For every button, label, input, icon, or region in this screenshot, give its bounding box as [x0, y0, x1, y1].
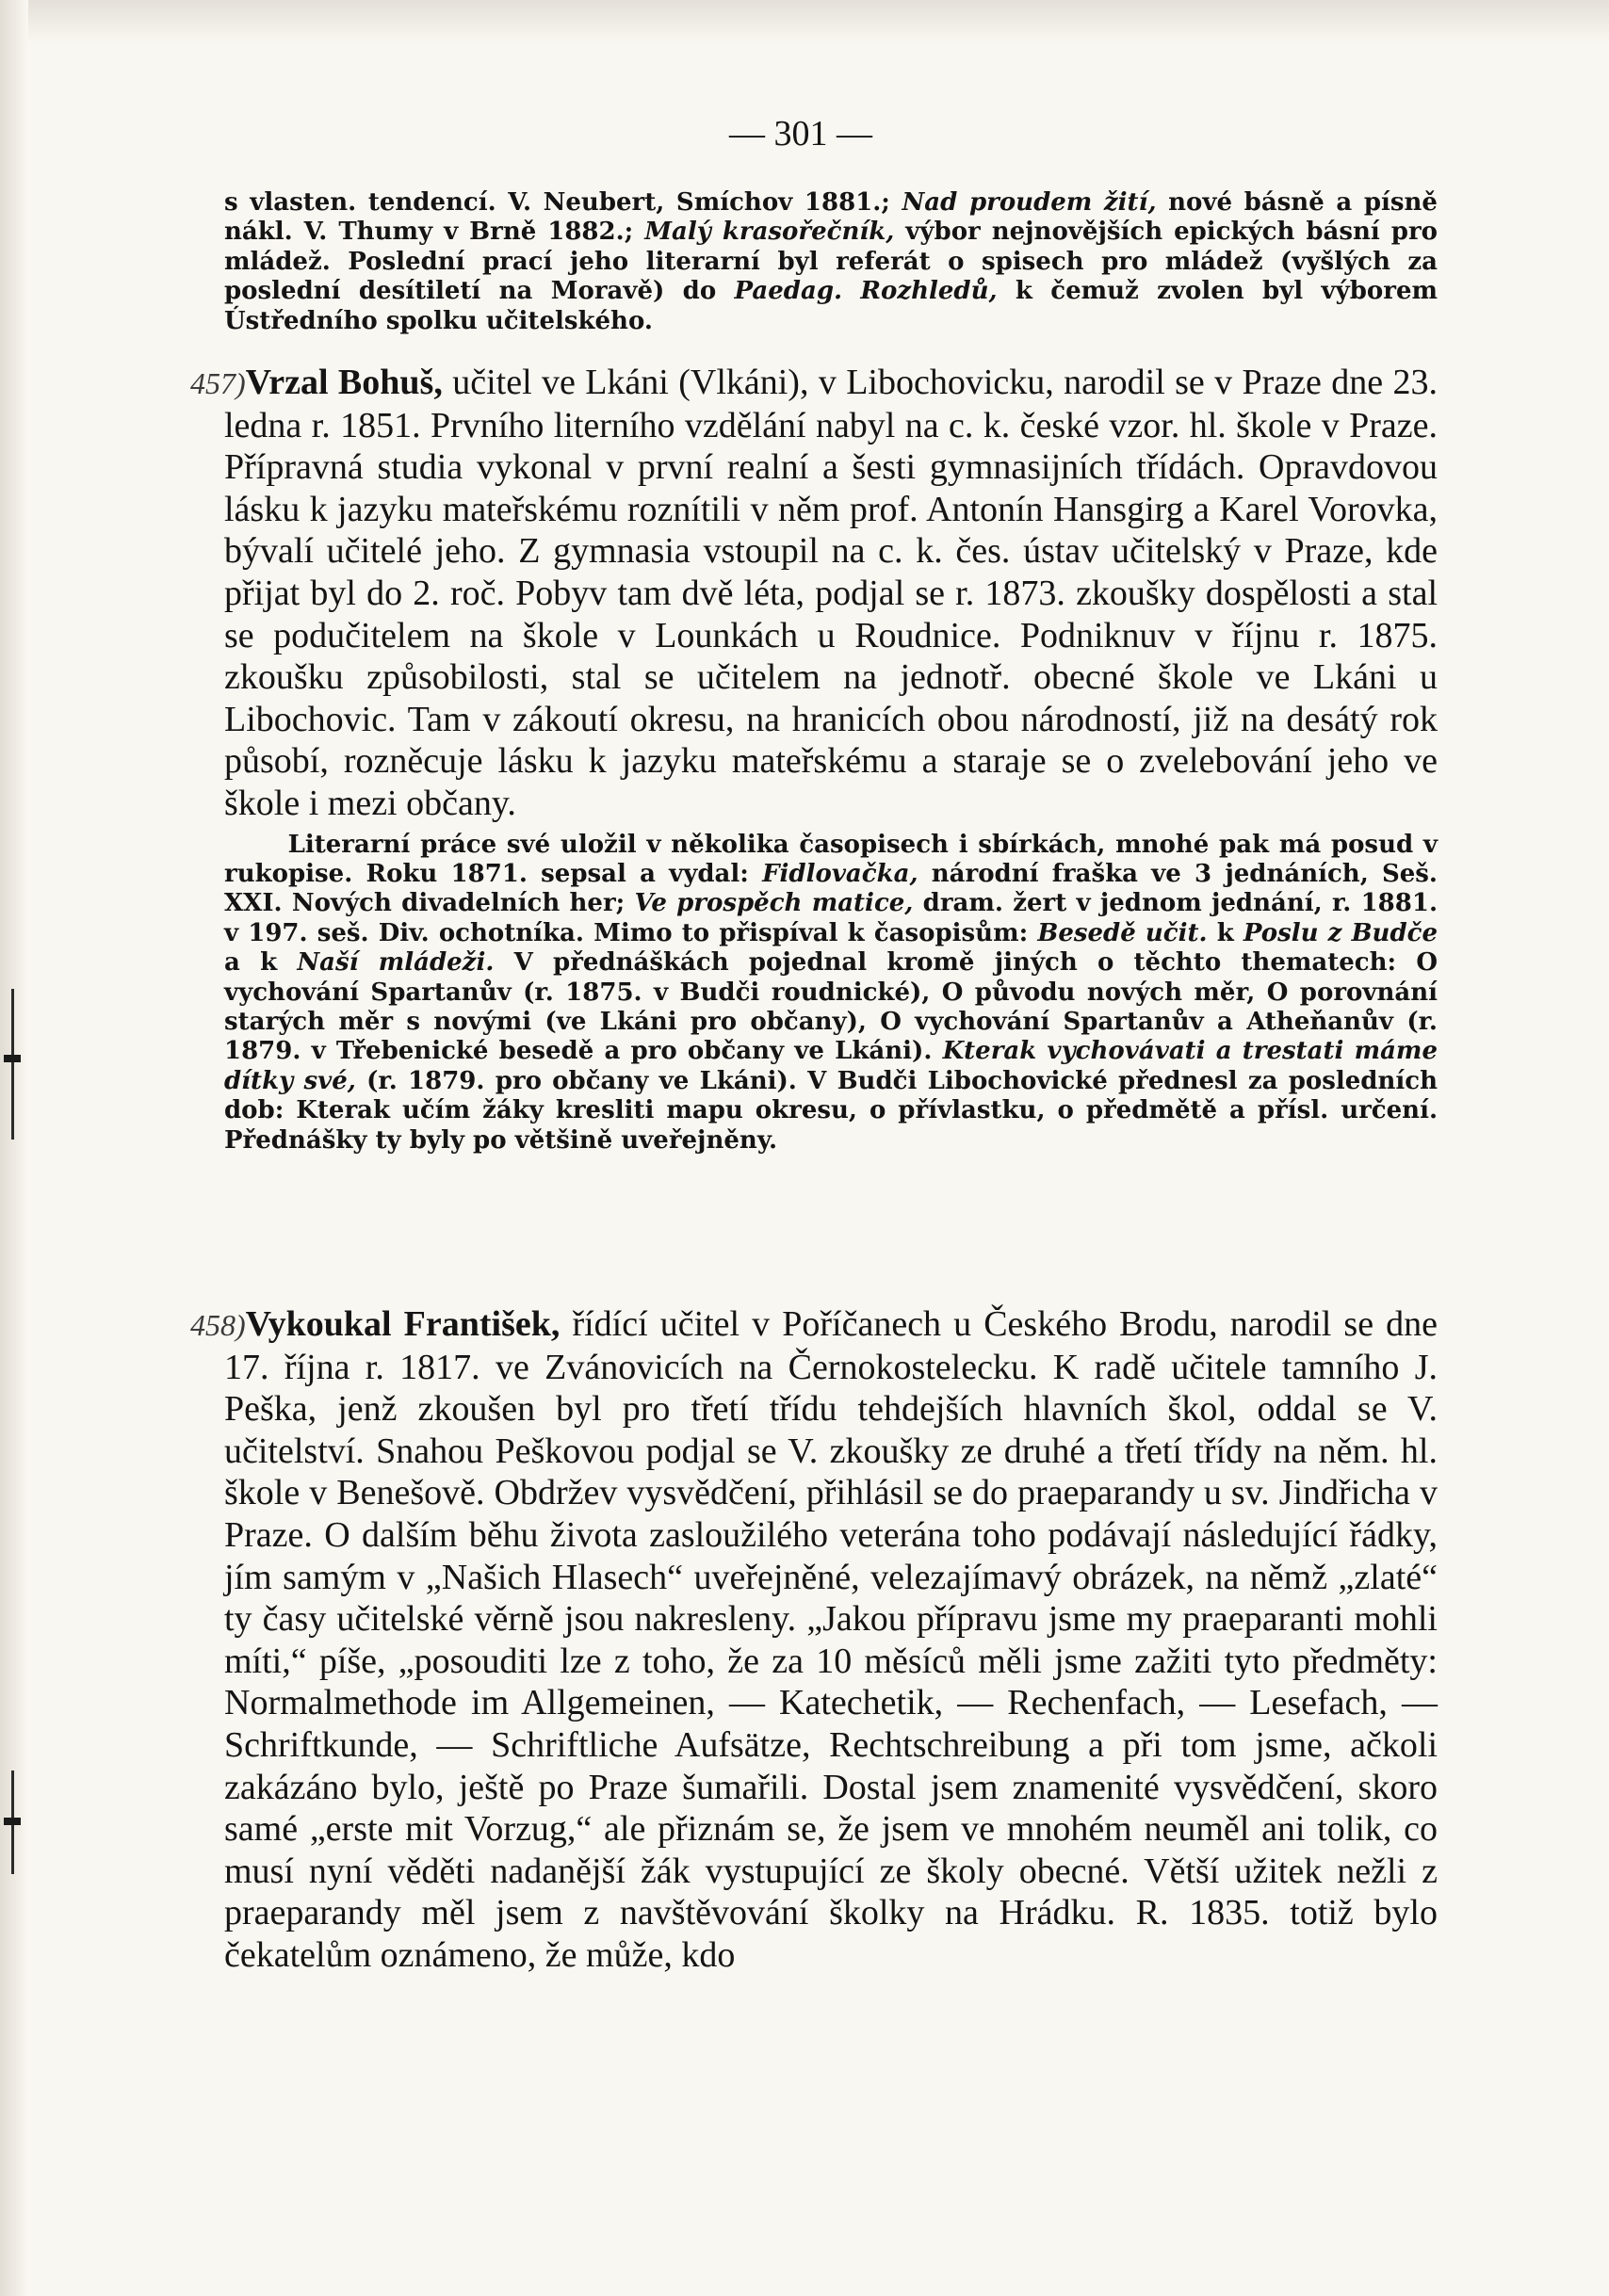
entry-number: 458)	[190, 1308, 246, 1342]
text-run: národní fraška ve 3 jednáních, Seš. XXI. Nových divadelních her;	[224, 859, 1438, 918]
entry-biography	[190, 362, 1438, 825]
work-title: Fidlovačka,	[762, 859, 918, 888]
work-title: Paedag. Rozhledů,	[734, 277, 998, 306]
text-run: (r. 1879. pro občany ve Lkáni). V Budči Libochovické přednesl za posledních dob: Kterak učím žáky kresliti mapu okresu, o přívlastku, o předmětě a přísl. určení. Přednášky ty byly po většině uveřejněny.	[224, 1066, 1438, 1155]
text-run: Literarní práce své uložil v několika časopisech i sbírkách, mnohé pak má posud v rukopise. Roku 1871. sepsal a vydal:	[224, 830, 1438, 888]
text-run: V přednáškách pojednal kromě jiných o těchto thematech: O vychování Spartanův (r. 1875. v Budči roudnické), O původu nových měr, O porovnání starých měr s novými (ve Lkáni pro občany), O vychování Spartanův a Atheňanův (r. 1879. v Třebenické besedě a pro občany ve Lkáni).	[224, 948, 1438, 1066]
text-run: dram. žert v jednom jednání, r. 1881. v 197. seš. Div. ochotníka. Mimo to přispíval k časopisům:	[224, 889, 1438, 947]
text-run: k	[1216, 918, 1234, 947]
entry-name: Vykoukal František,	[245, 1304, 561, 1344]
binding-thread	[11, 989, 14, 1140]
text-run: s vlasten. tendencí. V. Neubert, Smíchov 1881.;	[224, 188, 890, 217]
work-title: Nad proudem žití,	[902, 188, 1157, 217]
entry-name: Vrzal Bohuš,	[245, 363, 443, 402]
lecture-title: Kterak vychovávati a trestati máme dítky své,	[224, 1037, 1438, 1095]
entry-biography	[190, 1303, 1438, 1977]
text-run: a k	[224, 948, 278, 978]
entry-works	[224, 831, 1438, 1156]
binding-shadow	[0, 0, 28, 2296]
page-number: — 301 —	[729, 114, 872, 154]
work-title: Malý krasořečník,	[644, 218, 895, 247]
periodical-title: Naší mládeži.	[297, 948, 495, 978]
biography-text: učitel ve Lkáni (Vlkáni), v Libochovicku, narodil se v Praze dne 23. ledna r. 1851. Prvního literního vzdělání nabyl na c. k. české vzor. hl. škole v Praze. Přípravná studia vykonal v první realní a šesti gymnasijních třídách. Opravdovou lásku k jazyku mateřskému roznítili v něm prof. Antonín Hansgirg a Karel Vorovka, bývalí učitelé jeho. Z gymnasia vstoupil na c. k. čes. ústav učitelský v Praze, kde přijat byl do 2. roč. Pobyv tam dvě léta, podjal se r. 1873. zkoušky dospělosti a stal se podučitelem na škole v Lounkách u Roudnice. Podniknuv v říjnu r. 1875. zkoušku způsobilosti, stal se učitelem na jednotř. obecné škole ve Lkáni u Libochovic. Tam v zákoutí okresu, na hranicích obou národností, již na desátý rok působí, rozněcuje lásku k jazyku mateřskému a staraje se o zvelebování jeho ve škole i mezi občany.	[224, 363, 1438, 823]
text-run: nové básně a písně nákl. V. Thumy v Brně 1882.;	[224, 188, 1438, 247]
periodical-title: Besedě učit.	[1037, 918, 1208, 947]
entry-number: 457)	[190, 366, 246, 400]
page-edge-shadow	[0, 0, 1609, 43]
text-run: výbor nejnovějších epických básní pro mládež. Poslední prací jeho literarní byl referát o spisech pro mládež (vyšlých za poslední desítiletí na Moravě) do	[224, 218, 1438, 306]
previous-entry-continuation	[224, 188, 1438, 336]
entry-vrzal-bohus	[190, 362, 1438, 1156]
text-run: k čemuž zvolen byl výborem Ústředního spolku učitelského.	[224, 277, 1438, 335]
previous-entry-paragraph	[224, 188, 1438, 336]
biography-text: řídící učitel v Poříčanech u Českého Brodu, narodil se dne 17. října r. 1817. ve Zvánovicích na Černokostelecku. K radě učitele tamního J. Peška, jenž zkoušen byl pro třetí třídu tehdejších hlavních škol, oddal se V. učitelství. Snahou Peškovou podjal se V. zkoušky ze druhé a třetí třídy na něm. hl. škole v Benešově. Obdržev vysvědčení, přihlásil se do praeparandy u sv. Jindřicha v Praze. O dalším běhu života zasloužilého veterána toho podávají následující řádky, jím samým v „Našich Hlasech“ uveřejněné, velezajímavý obrázek, na němž „zlaté“ ty časy učitelské věrně jsou nakresleny. „Jakou přípravu jsme my praeparanti mohli míti,“ píše, „posouditi lze z toho, že za 10 měsíců měli jsme zažiti tyto předměty: Normalmethode im Allgemeinen, — Katechetik, — Rechenfach, — Lesefach, — Schriftkunde, — Schriftliche Aufsätze, Rechtschreibung a při tom jsme, ačkoli zakázáno bylo, ještě po Praze šumařili. Dostal jsem znamenité vysvědčení, skoro samé „erste mit Vorzug,“ ale přiznám se, že jsem ve mnohém neuměl ani tolik, co musí nyní věděti nadanější žák vystupující ze školy obecné. Větší užitek nežli z praeparandy měl jsem z navštěvování školky na Hrádku. R. 1835. totiž bylo čekatelům oznámeno, že může, kdo	[224, 1304, 1438, 1975]
binding-stitch	[4, 1055, 21, 1062]
work-title: Ve prospěch matice,	[634, 889, 914, 918]
binding-stitch	[4, 1818, 21, 1825]
entry-vykoukal-frantisek	[190, 1303, 1438, 1977]
periodical-title: Poslu z Budče	[1243, 918, 1438, 947]
